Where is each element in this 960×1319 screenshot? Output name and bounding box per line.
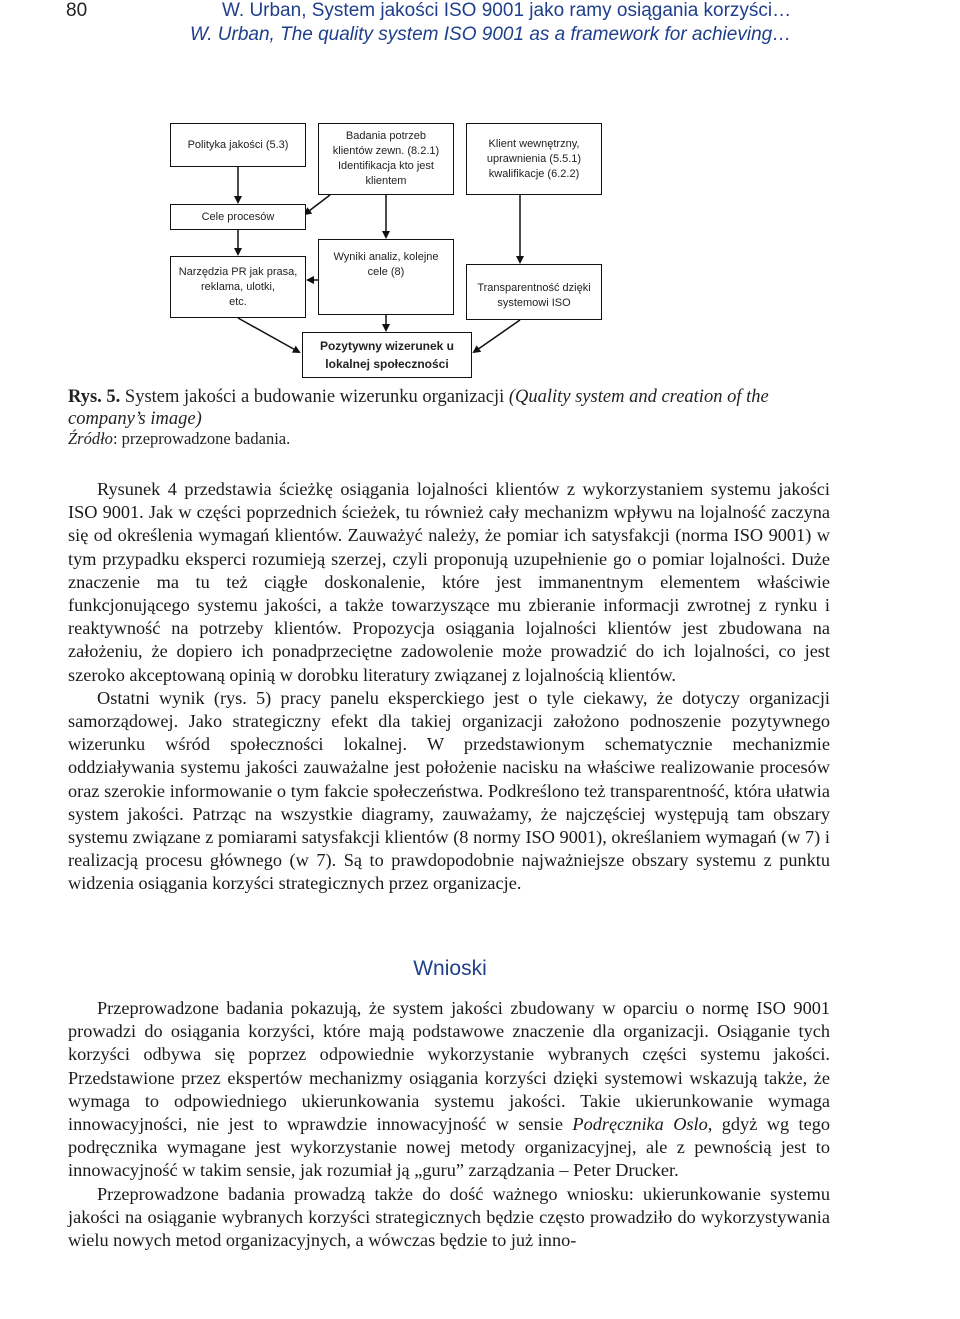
- caption-english: (Quality system and creation of the company’s image): [68, 387, 769, 429]
- box-klient-wewnetrzny: Klient wewnętrzny, uprawnienia (5.5.1) kwalifikacje (6.2.2): [466, 123, 602, 195]
- running-header-pl: W. Urban, System jakości ISO 9001 jako ramy osiągania korzyści…: [222, 0, 792, 21]
- paragraph: Przeprowadzone badania prowadzą także do dość ważnego wniosku: ukierunkowanie systemu jakości na osiąganie wybranych korzyści strategicznych będzie często prowadziło do wykorzystywania wielu nowych metod organizacyjnych, a wówczas będzie to już inno-: [68, 1183, 830, 1251]
- box-narzedzia-pr: Narzędzia PR jak prasa, reklama, ulotki, etc.: [170, 256, 306, 318]
- paragraph: Rysunek 4 przedstawia ścieżkę osiągania lojalności klientów z wykorzystaniem systemu jakości ISO 9001. Jak w części poprzednich ścieżek, tu również cały mechanizm wpływu na lojalność zaczyna się od określenia wymagań klientów. Zauważyć należy, że pomiar ich satysfakcji (norma ISO 9001) w tym przypadku eksperci rozumieją szerzej, czyli proponują uzupełnienie go o pomiar lojalności. Duże znaczenie ma tu też ciągłe doskonalenie, które jest immanentnym elementem właściwie funkcjonującego systemu jakości, a także towarzyszące mu zbieranie informacji zwrotnej z rynku i reaktywność na potrzeby klientów. Propozycja osiągania lojalności klientów jest zbudowana na założeniu, że dopiero ich ponadprzeciętne zadowolenie może prowadzić do ich lojalności, co jest szeroko akceptowaną opinią w dorobku literatury związanej z lojalnością klientów.: [68, 479, 830, 685]
- paragraph: Przeprowadzone badania pokazują, że system jakości zbudowany w oparciu o normę ISO 9001 prowadzi do osiągania korzyści, które mają podstawowe znaczenie dla organizacji. Osiąganie tych korzyści odbywa się poprzez odpowiednie wykorzystanie wybranych części systemu jakości. Przedstawione przez ekspertów mechanizmy osiągania korzyści dzięki systemowi wskazują także, że wymaga to odpowiedniego ukierunkowania systemu jakości. Takie ukierunkowanie wymaga innowacyjności, nie jest to wprawdzie innowacyjność w sensie Podręcznika Oslo, gdyż wg tego podręcznika wymagane jest wykorzystanie nowej metody organizacyjnej, ale z pewnością jest to innowacyjność w takim sensie, jak rozumiał ją „guru” zarządzania – Peter Drucker.: [68, 998, 830, 1181]
- figure-source: [68, 429, 290, 449]
- body-section-2: [68, 997, 830, 1252]
- diagram-arrows: [0, 0, 960, 390]
- figure-caption: [68, 386, 838, 430]
- figure-diagram: [0, 0, 960, 390]
- caption-label: Rys. 5.: [68, 387, 121, 407]
- paragraph: Ostatni wynik (rys. 5) pracy panelu eksperckiego jest o tyle ciekawy, że dotyczy organizacji samorządowej. Jako strategiczny efekt dla takiej organizacji założono podnoszenie pozytywnego wizerunku wśród społeczności lokalnej. W przedstawionym schematycznie mechanizmie oddziaływania systemu jakości zauważalne jest położenie nacisku na właściwe realizowanie procesów oraz szerokie informowanie o tym fakcie społeczeństwa. Podkreślono też transparentność, która ułatwia system jakości. Patrząc na wszystkie diagramy, zauważamy, że najczęściej występują tam obszary systemu związane z pomiarami satysfakcji klientów (8 normy ISO 9001), określaniem wymagań (w 7) i realizacją procesu głównego (w 7). Są to prawdopodobnie najważniejsze obszary systemu z punktu widzenia osiągania korzyści strategicznych przez organizacje.: [68, 687, 830, 894]
- arrow-narzedzia-pozytywny: [238, 318, 299, 352]
- caption-text: System jakości a budowanie wizerunku organizacji: [124, 387, 505, 407]
- arrow-badania-cele: [305, 195, 330, 214]
- box-badania-potrzeb: Badania potrzeb klientów zewn. (8.2.1) Identifikacja kto jest klientem: [318, 123, 454, 195]
- arrow-transparentnosc-pozytywny: [474, 320, 520, 352]
- page-number: 80: [66, 0, 88, 21]
- box-polityka-jakosci: Polityka jakości (5.3): [170, 123, 306, 167]
- italic-reference: Podręcznika Oslo: [572, 1114, 708, 1135]
- box-cele-procesow: Cele procesów: [170, 204, 306, 230]
- box-transparentnosc: Transparentność dzięki systemowi ISO: [466, 264, 602, 320]
- source-label: Źródło: [68, 429, 113, 448]
- running-header-en: W. Urban, The quality system ISO 9001 as a framework for achieving…: [190, 24, 792, 45]
- source-text: : przeprowadzone badania.: [112, 429, 291, 448]
- section-title: Wnioski: [413, 957, 487, 980]
- body-section-1: [68, 478, 830, 896]
- box-wyniki-analiz: Wyniki analiz, kolejne cele (8): [318, 239, 454, 315]
- box-pozytywny-wizerunek: Pozytywny wizerunek u lokalnej społeczności: [302, 332, 472, 378]
